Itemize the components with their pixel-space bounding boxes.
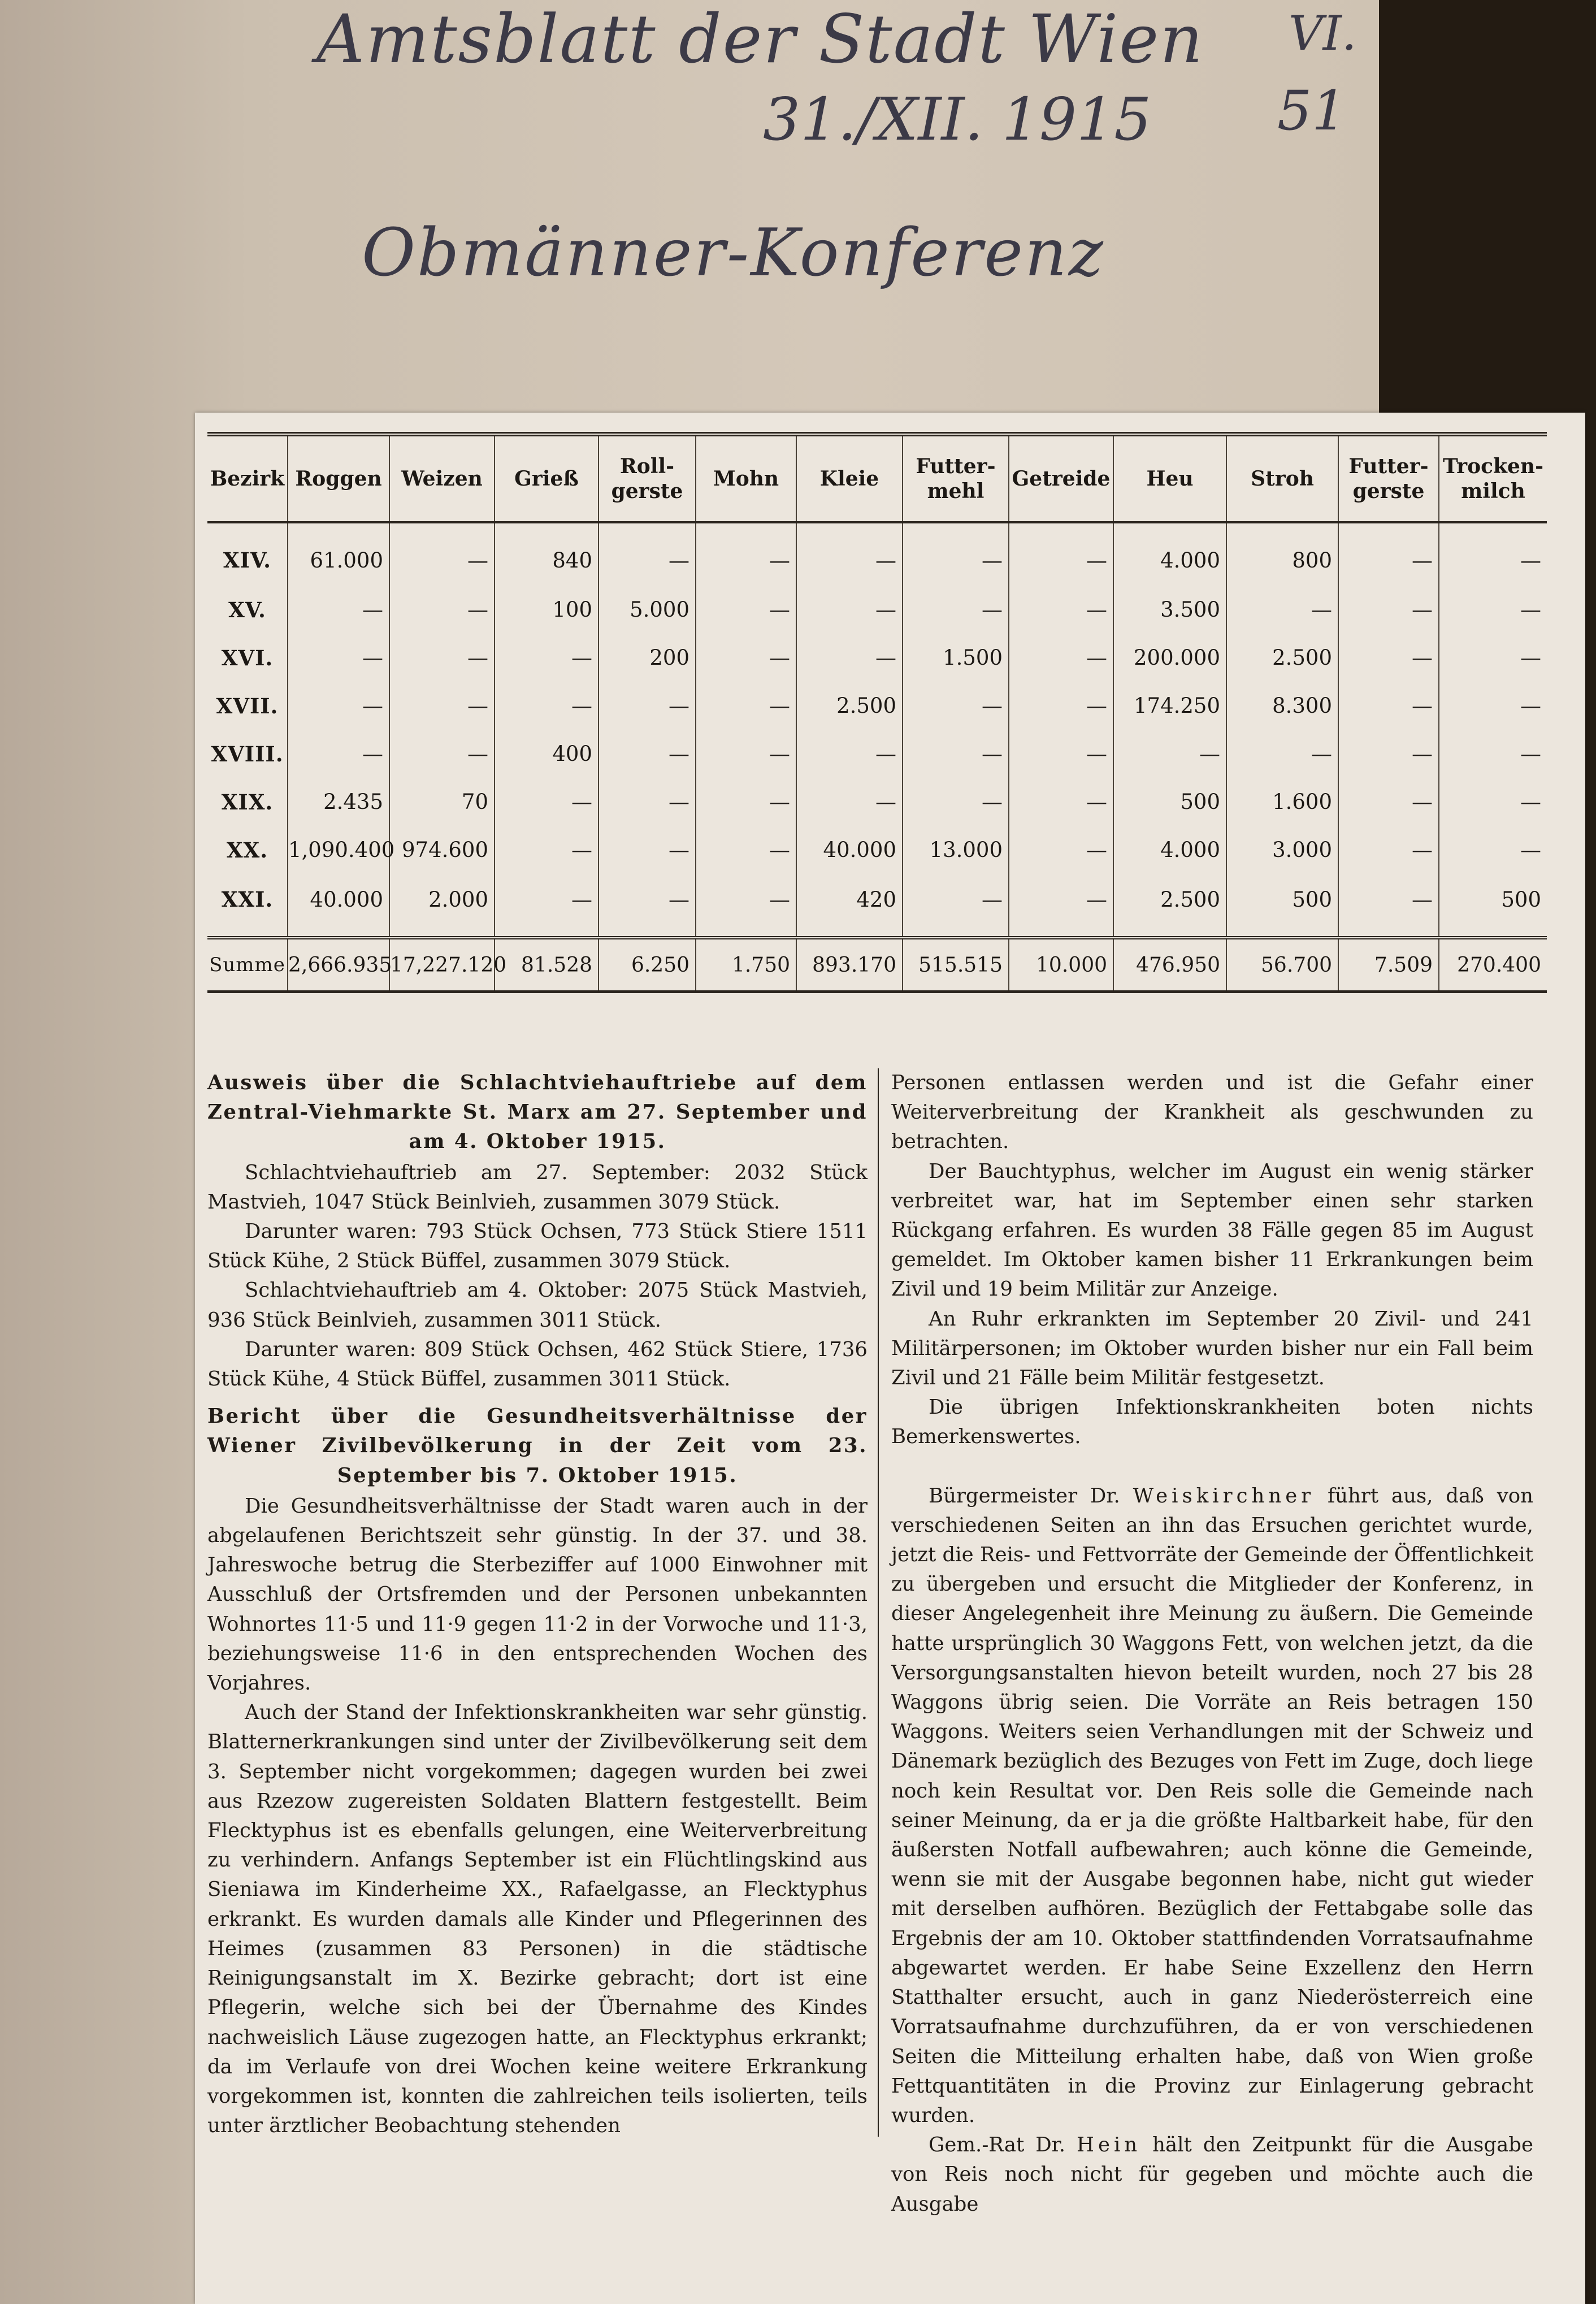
column-header: Trocken- milch bbox=[1439, 434, 1547, 522]
table-cell: 8.300 bbox=[1226, 682, 1338, 730]
table-cell: 270.400 bbox=[1439, 938, 1547, 992]
table-cell: 476.950 bbox=[1113, 938, 1226, 992]
district-cell: Summe bbox=[207, 938, 288, 992]
district-cell: XXI. bbox=[221, 887, 274, 912]
table-cell: — bbox=[1338, 730, 1439, 778]
table-cell: — bbox=[1439, 826, 1547, 874]
table-cell: — bbox=[288, 586, 389, 634]
paragraph-gap bbox=[891, 1452, 1533, 1482]
table-cell: — bbox=[1338, 586, 1439, 634]
councillor-intro: Gem.-Rat Dr. bbox=[929, 2133, 1077, 2157]
mayor-statement-paragraph bbox=[891, 1482, 1533, 2130]
handwritten-folio-roman: VI. bbox=[1289, 6, 1357, 61]
district-cell: XVI. bbox=[221, 645, 274, 670]
table-cell: — bbox=[1226, 730, 1338, 778]
table-cell: — bbox=[288, 634, 389, 682]
table-cell: — bbox=[1338, 874, 1439, 938]
right-text-column bbox=[891, 1068, 1533, 2219]
cattle-paragraph-4: Darunter waren: 809 Stück Ochsen, 462 Stück Stiere, 1736 Stück Kühe, 4 Stück Büffel, zusammen 3011 Stück. bbox=[207, 1337, 868, 1391]
table-cell: 1,090.400 bbox=[288, 826, 389, 874]
table-header-row bbox=[207, 434, 1547, 522]
district-cell: XIX. bbox=[221, 789, 274, 815]
table-cell: 1.500 bbox=[903, 634, 1009, 682]
table-cell: — bbox=[1113, 730, 1226, 778]
table-row bbox=[207, 522, 1547, 586]
table-cell: — bbox=[1439, 586, 1547, 634]
mayor-intro: Bürgermeister Dr. bbox=[929, 1484, 1133, 1508]
health-paragraph-1: Die Gesundheitsverhältnisse der Stadt waren auch in der abgelaufenen Berichtszeit sehr günstig. In der 37. und 38. Jahreswoche betrug die Sterbeziffer auf 1000 Einwohner mit Ausschluß der Ortsfremden und der Personen unbekannten Wohnortes 11·5 und 11·9 gegen 11·2 in der Vorwoche und 11·3, beziehungsweise 11·6 in den entsprechenden Wochen des Vorjahres. bbox=[207, 1494, 868, 1695]
table-cell: — bbox=[903, 778, 1009, 826]
column-header: Stroh bbox=[1226, 434, 1338, 522]
cattle-paragraph-1: Schlachtviehauftrieb am 27. September: 2032 Stück Mastvieh, 1047 Stück Beinlvieh, zusammen 3079 Stück. bbox=[207, 1160, 868, 1214]
table-cell: — bbox=[1009, 874, 1113, 938]
table-cell: 1.750 bbox=[696, 938, 796, 992]
table-cell: — bbox=[796, 778, 903, 826]
table-cell: — bbox=[1439, 682, 1547, 730]
table-cell: — bbox=[389, 522, 495, 586]
table-row bbox=[207, 778, 1547, 826]
table-cell: — bbox=[903, 586, 1009, 634]
table-cell: 2.500 bbox=[1113, 874, 1226, 938]
cattle-report-heading: Ausweis über die Schlachtviehauftriebe auf dem Zentral-Viehmarkte St. Marx am 27. September und am 4. Oktober 1915. bbox=[207, 1071, 868, 1154]
table-cell: — bbox=[598, 682, 696, 730]
table-cell: 3.000 bbox=[1226, 826, 1338, 874]
district-cell: XV. bbox=[228, 597, 266, 622]
table-cell: — bbox=[495, 682, 598, 730]
table-cell: 3.500 bbox=[1113, 586, 1226, 634]
table-row bbox=[207, 682, 1547, 730]
table-cell: — bbox=[796, 634, 903, 682]
column-header: Grieß bbox=[495, 434, 598, 522]
table-cell: 5.000 bbox=[598, 586, 696, 634]
table-cell: 6.250 bbox=[598, 938, 696, 992]
column-header: Roggen bbox=[288, 434, 389, 522]
cattle-paragraph-3: Schlachtviehauftrieb am 4. Oktober: 2075 Stück Mastvieh, 936 Stück Beinlvieh, zusammen 3011 Stück. bbox=[207, 1279, 868, 1332]
table-cell: — bbox=[696, 586, 796, 634]
table-cell: — bbox=[1338, 522, 1439, 586]
table-cell: — bbox=[1338, 826, 1439, 874]
table-cell: — bbox=[495, 778, 598, 826]
table-cell: 1.600 bbox=[1226, 778, 1338, 826]
supply-table-container bbox=[207, 432, 1547, 993]
table-cell: 500 bbox=[1439, 874, 1547, 938]
table-cell: — bbox=[696, 682, 796, 730]
handwritten-subject: Obmänner-Konferenz bbox=[362, 215, 1105, 291]
table-cell: — bbox=[389, 682, 495, 730]
table-cell: — bbox=[796, 586, 903, 634]
table-cell: — bbox=[598, 826, 696, 874]
table-row bbox=[207, 634, 1547, 682]
table-cell: 974.600 bbox=[389, 826, 495, 874]
cattle-paragraph-2: Darunter waren: 793 Stück Ochsen, 773 Stück Stiere 1511 Stück Kühe, 2 Stück Büffel, zusammen 3079 Stück. bbox=[207, 1220, 868, 1273]
table-cell: — bbox=[796, 522, 903, 586]
table-cell: — bbox=[598, 522, 696, 586]
councillor-name: Hein bbox=[1076, 2133, 1142, 2157]
table-cell: — bbox=[1009, 682, 1113, 730]
table-cell: — bbox=[389, 730, 495, 778]
table-cell: — bbox=[696, 874, 796, 938]
table-cell: — bbox=[696, 730, 796, 778]
health-report-heading: Bericht über die Gesundheitsverhältnisse der Wiener Zivilbevölkerung in der Zeit vom 23. September bis 7. Oktober 1915. bbox=[207, 1405, 868, 1487]
table-cell: — bbox=[598, 730, 696, 778]
table-cell: — bbox=[288, 682, 389, 730]
table-cell: 40.000 bbox=[796, 826, 903, 874]
table-cell: — bbox=[1439, 522, 1547, 586]
table-cell: 2.500 bbox=[1226, 634, 1338, 682]
table-cell: 893.170 bbox=[796, 938, 903, 992]
handwritten-date: 31./XII. 1915 bbox=[763, 85, 1152, 154]
table-row bbox=[207, 730, 1547, 778]
table-cell: 70 bbox=[389, 778, 495, 826]
health-paragraph-2: Auch der Stand der Infektionskrankheiten war sehr günstig. Blatternerkrankungen sind unter der Zivilbevölkerung seit dem 3. September nicht vorgekommen; dagegen wurden bei zwei aus Rzezow zugereisten Soldaten Blattern festgestellt. Beim Flecktyphus ist es ebenfalls gelungen, eine Weiterverbreitung zu verhindern. Anfangs September ist ein Flüchtlingskind aus Sieniawa im Kinderheime XX., Rafaelgasse, an Flecktyphus erkrankt. Es wurden damals alle Kinder und Pflegerinnen des Heimes (zusammen 83 Personen) in die städtische Reinigungsanstalt im X. Bezirke gebracht; dort ist eine Pflegerin, welche sich bei der Übernahme des Kindes nachweislich Läuse zugezogen hatte, an Flecktyphus erkrankt; da im Verlaufe von drei Wochen keine weitere Erkrankung vorgekommen ist, konnten die zahlreichen teils isolierten, teils unter ärztlicher Beobachtung stehenden bbox=[207, 1701, 868, 2138]
newspaper-clipping bbox=[195, 413, 1585, 2304]
table-cell: — bbox=[1439, 730, 1547, 778]
table-cell: — bbox=[1338, 778, 1439, 826]
table-cell: 13.000 bbox=[903, 826, 1009, 874]
table-cell: 2.000 bbox=[389, 874, 495, 938]
table-sum-row bbox=[207, 938, 1547, 992]
column-header: Getreide bbox=[1009, 434, 1113, 522]
other-infections-paragraph: Die übrigen Infektionskrankheiten boten nichts Bemerkenswertes. bbox=[891, 1396, 1533, 1449]
column-divider bbox=[878, 1068, 879, 2137]
left-text-column bbox=[207, 1068, 868, 2141]
table-cell: — bbox=[1226, 586, 1338, 634]
table-cell: 840 bbox=[495, 522, 598, 586]
table-row bbox=[207, 826, 1547, 874]
table-cell: — bbox=[1338, 682, 1439, 730]
column-header: Heu bbox=[1113, 434, 1226, 522]
table-cell: — bbox=[1009, 634, 1113, 682]
table-cell: 61.000 bbox=[288, 522, 389, 586]
table-cell: 40.000 bbox=[288, 874, 389, 938]
councillor-statement: hält den Zeitpunkt für die Ausgabe von Reis noch nicht für gegeben und möchte auch die Ausgabe bbox=[891, 2133, 1533, 2216]
table-cell: — bbox=[495, 874, 598, 938]
supply-table bbox=[207, 432, 1547, 993]
column-header: Futter- mehl bbox=[903, 434, 1009, 522]
district-cell: XVIII. bbox=[211, 741, 284, 766]
table-cell: 2,666.935 bbox=[288, 938, 389, 992]
column-header: Kleie bbox=[796, 434, 903, 522]
table-cell: 200.000 bbox=[1113, 634, 1226, 682]
table-cell: — bbox=[1009, 586, 1113, 634]
table-cell: 420 bbox=[796, 874, 903, 938]
table-cell: 7.509 bbox=[1338, 938, 1439, 992]
councillor-statement-paragraph bbox=[891, 2130, 1533, 2219]
typhus-paragraph: Der Bauchtyphus, welcher im August ein wenig stärker verbreitet war, hat im September einen sehr starken Rückgang erfahren. Es wurden 38 Fälle gegen 85 im August gemeldet. Im Oktober kamen bisher 11 Erkrankungen beim Zivil und 19 beim Militär zur Anzeige. bbox=[891, 1159, 1533, 1301]
district-cell: XVII. bbox=[216, 693, 279, 718]
handwritten-title: Amtsblatt der Stadt Wien bbox=[316, 0, 1204, 78]
table-cell: 400 bbox=[495, 730, 598, 778]
table-row bbox=[207, 874, 1547, 938]
table-cell: 4.000 bbox=[1113, 826, 1226, 874]
column-header: Futter- gerste bbox=[1338, 434, 1439, 522]
table-cell: — bbox=[495, 826, 598, 874]
table-row bbox=[207, 586, 1547, 634]
table-cell: — bbox=[903, 522, 1009, 586]
table-cell: — bbox=[696, 778, 796, 826]
table-cell: — bbox=[288, 730, 389, 778]
mayor-statement: führt aus, daß von verschiedenen Seiten an ihn das Ersuchen gerichtet wurde, jetzt die Reis- und Fettvorräte der Gemeinde der Öffentlichkeit zu übergeben und ersucht die Mitglieder der Konferenz, in dieser Angelegenheit ihre Meinung zu äußern. Die Gemeinde hatte ursprünglich 30 Waggons Fett, von welchen jetzt, da die Versorgungsanstalten hievon beteilt wurden, noch 27 bis 28 Waggons übrig seien. Die Vorräte an Reis betragen 150 Waggons. Weiters seien Verhandlungen mit der Schweiz und Dänemark bezüglich des Bezuges von Fett im Zuge, doch liege noch kein Resultat vor. Den Reis solle die Gemeinde nach seiner Meinung, da er ja die größte Haltbarkeit habe, für den äußersten Notfall aufbewahren; auch könne die Gemeinde, wenn sie mit der Ausgabe begonnen habe, nicht gut wieder mit derselben aufhören. Bezüglich der Fettabgabe solle das Ergebnis der am 10. Oktober stattfindenden Vorratsaufnahme abgewartet werden. Er habe Seine Exzellenz den Herrn Statthalter ersucht, auch in ganz Niederösterreich eine Vorratsaufnahme durchzuführen, da er von verschiedenen Seiten die Mitteilung erhalten habe, daß von Wien große Fettquantitäten in die Provinz zur Einlagerung gebracht wurden. bbox=[891, 1484, 1533, 2127]
handwritten-folio-number: 51 bbox=[1277, 79, 1347, 142]
table-cell: 200 bbox=[598, 634, 696, 682]
table-cell: 56.700 bbox=[1226, 938, 1338, 992]
table-cell: — bbox=[696, 634, 796, 682]
table-cell: 500 bbox=[1113, 778, 1226, 826]
table-cell: — bbox=[495, 634, 598, 682]
table-cell: 2.435 bbox=[288, 778, 389, 826]
table-cell: — bbox=[1009, 730, 1113, 778]
table-cell: 17,227.120 bbox=[389, 938, 495, 992]
table-cell: — bbox=[696, 522, 796, 586]
column-header: Roll- gerste bbox=[598, 434, 696, 522]
table-cell: 800 bbox=[1226, 522, 1338, 586]
table-cell: 2.500 bbox=[796, 682, 903, 730]
table-cell: — bbox=[1439, 634, 1547, 682]
table-cell: — bbox=[696, 826, 796, 874]
health-continuation: Personen entlassen werden und ist die Gefahr einer Weiterverbreitung der Krankheit als geschwunden zu betrachten. bbox=[891, 1071, 1533, 1154]
table-cell: 10.000 bbox=[1009, 938, 1113, 992]
table-cell: — bbox=[598, 874, 696, 938]
mayor-name: Weiskirchner bbox=[1133, 1484, 1315, 1508]
column-header: Weizen bbox=[389, 434, 495, 522]
table-cell: 4.000 bbox=[1113, 522, 1226, 586]
table-cell: — bbox=[1338, 634, 1439, 682]
table-cell: 100 bbox=[495, 586, 598, 634]
table-cell: 500 bbox=[1226, 874, 1338, 938]
dysentery-paragraph: An Ruhr erkrankten im September 20 Zivil- und 241 Militärpersonen; im Oktober wurden bisher nur ein Fall beim Zivil und 21 Fälle beim Militär festgesetzt. bbox=[891, 1307, 1533, 1390]
table-cell: — bbox=[903, 874, 1009, 938]
table-cell: — bbox=[598, 778, 696, 826]
table-cell: — bbox=[1439, 778, 1547, 826]
column-header: Bezirk bbox=[207, 434, 288, 522]
table-cell: — bbox=[796, 730, 903, 778]
table-cell: 515.515 bbox=[903, 938, 1009, 992]
table-cell: — bbox=[1009, 826, 1113, 874]
table-cell: — bbox=[903, 730, 1009, 778]
table-cell: — bbox=[389, 634, 495, 682]
district-cell: XIV. bbox=[223, 548, 272, 573]
table-cell: — bbox=[1009, 522, 1113, 586]
table-cell: 174.250 bbox=[1113, 682, 1226, 730]
table-cell: — bbox=[903, 682, 1009, 730]
column-header: Mohn bbox=[696, 434, 796, 522]
table-cell: 81.528 bbox=[495, 938, 598, 992]
table-cell: — bbox=[1009, 778, 1113, 826]
district-cell: XX. bbox=[226, 837, 268, 863]
table-cell: — bbox=[389, 586, 495, 634]
